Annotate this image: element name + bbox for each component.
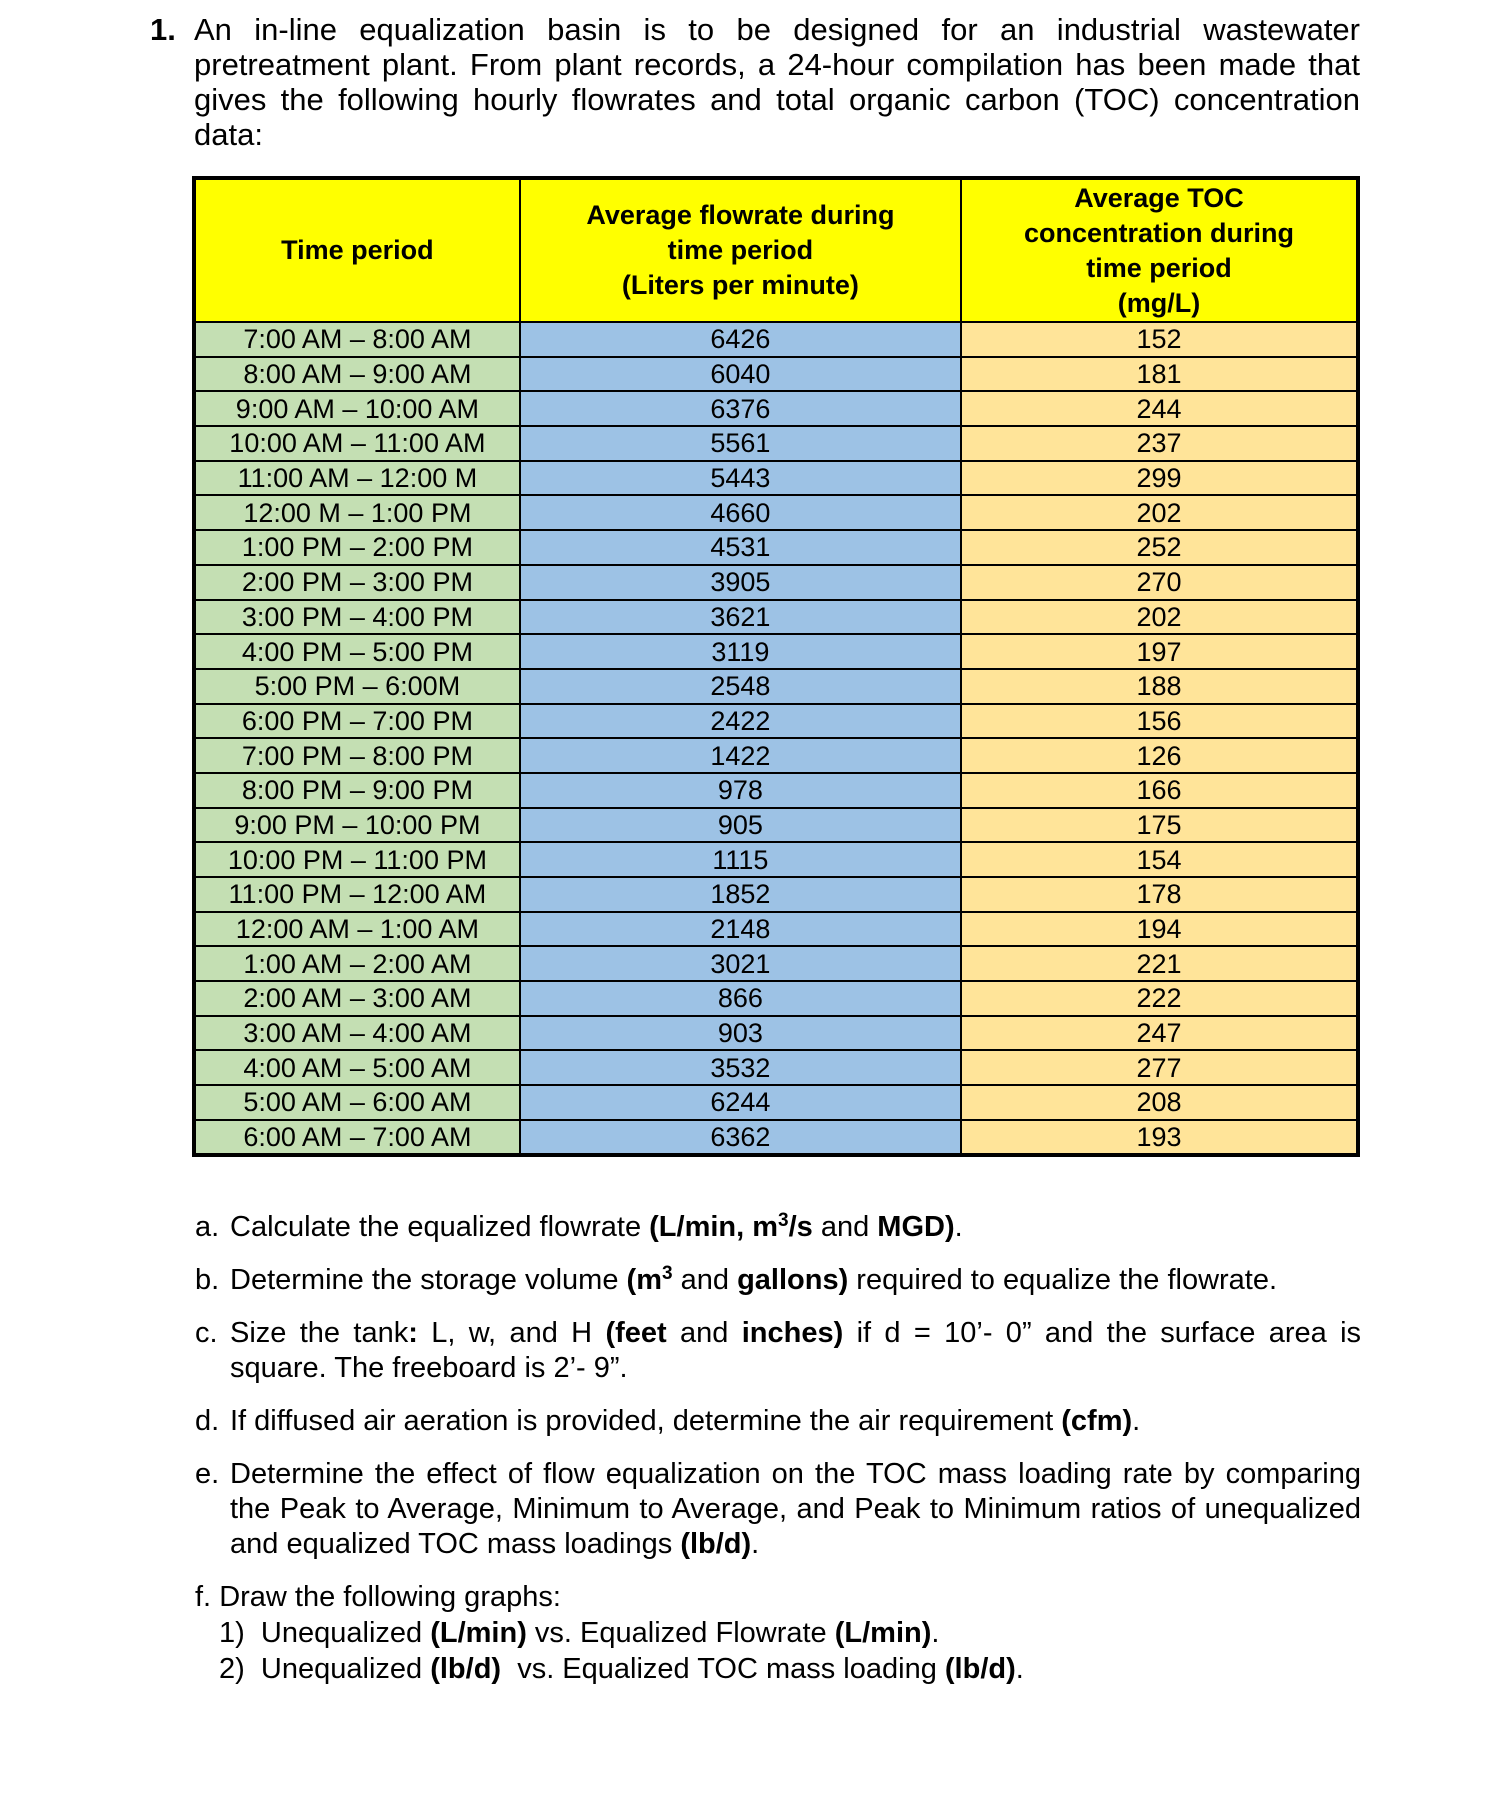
cell-flowrate: 2548 <box>520 669 961 704</box>
header-toc-concentration: Average TOC concentration during time period (mg/L) <box>961 178 1358 322</box>
cell-toc: 152 <box>961 322 1358 357</box>
cell-flowrate: 3021 <box>520 946 961 981</box>
cell-toc: 208 <box>961 1085 1358 1120</box>
cell-flowrate: 978 <box>520 773 961 808</box>
question-a: a. Calculate the equalized flowrate (L/min, $m^3/s$ and MGD). <box>195 1210 963 1243</box>
cell-time-period: 11:00 PM – 12:00 AM <box>194 877 520 912</box>
table-row <box>194 461 1358 496</box>
cell-time-period: 1:00 AM – 2:00 AM <box>194 946 520 981</box>
cell-toc: 299 <box>961 461 1358 496</box>
cell-toc: 175 <box>961 808 1358 843</box>
cell-flowrate: 2148 <box>520 912 961 947</box>
cell-toc: 156 <box>961 704 1358 739</box>
cell-flowrate: 3621 <box>520 600 961 635</box>
table-row <box>194 322 1358 357</box>
cell-flowrate: 2422 <box>520 704 961 739</box>
cell-time-period: 12:00 M – 1:00 PM <box>194 495 520 530</box>
table-row <box>194 1085 1358 1120</box>
cell-toc: 252 <box>961 530 1358 565</box>
table-row <box>194 704 1358 739</box>
cell-flowrate: 3905 <box>520 565 961 600</box>
cell-time-period: 6:00 AM – 7:00 AM <box>194 1120 520 1155</box>
cell-flowrate: 3119 <box>520 634 961 669</box>
problem-intro-text: An in-line equalization basin is to be designed for an industrial wastewater pretreatment plant. From plant records, a 24-hour compilation has been made that gives the following hourly flowrates and total organic carbon (TOC) concentration data: <box>194 12 1360 152</box>
graph-list <box>195 1615 1361 1687</box>
table-row <box>194 1016 1358 1051</box>
cell-flowrate: 3532 <box>520 1050 961 1085</box>
cell-flowrate: 6362 <box>520 1120 961 1155</box>
table-row <box>194 600 1358 635</box>
graph-item-2: 2) Unequalized (lb/d) vs. Equalized TOC mass loading (lb/d). <box>219 1653 1024 1685</box>
table-row <box>194 808 1358 843</box>
cell-time-period: 8:00 PM – 9:00 PM <box>194 773 520 808</box>
cell-toc: 154 <box>961 842 1358 877</box>
cell-toc: 126 <box>961 738 1358 773</box>
table-row <box>194 1050 1358 1085</box>
cell-flowrate: 903 <box>520 1016 961 1051</box>
cell-time-period: 7:00 PM – 8:00 PM <box>194 738 520 773</box>
cell-flowrate: 905 <box>520 808 961 843</box>
question-e: e. Determine the effect of flow equalization on the TOC mass loading rate by comparing the Peak to Average, Minimum to Average, and Peak to Minimum ratios of unequalized and equalized TOC mass loadings (lb/d). <box>195 1458 1361 1560</box>
cell-toc: 166 <box>961 773 1358 808</box>
table-row <box>194 357 1358 392</box>
table-row <box>194 912 1358 947</box>
table-row <box>194 1120 1358 1155</box>
table-body <box>194 322 1358 1155</box>
cell-flowrate: 1422 <box>520 738 961 773</box>
table-row <box>194 946 1358 981</box>
table-row <box>194 530 1358 565</box>
cell-toc: 247 <box>961 1016 1358 1051</box>
cell-toc: 181 <box>961 357 1358 392</box>
cell-flowrate: 1115 <box>520 842 961 877</box>
table-row <box>194 565 1358 600</box>
cell-time-period: 1:00 PM – 2:00 PM <box>194 530 520 565</box>
table-row <box>194 634 1358 669</box>
cell-flowrate: 4660 <box>520 495 961 530</box>
question-list <box>195 1210 1361 1705</box>
table-row <box>194 842 1358 877</box>
cell-flowrate: 866 <box>520 981 961 1016</box>
question-c: c. Size the tank: L, w, and H (feet and inches) if d = 10’- 0” and the surface area is square. The freeboard is 2’- 9”. <box>195 1317 1362 1384</box>
cell-toc: 197 <box>961 634 1358 669</box>
table-row <box>194 877 1358 912</box>
cell-flowrate: 1852 <box>520 877 961 912</box>
table-row <box>194 669 1358 704</box>
cell-toc: 193 <box>961 1120 1358 1155</box>
table-row <box>194 426 1358 461</box>
cell-time-period: 5:00 PM – 6:00M <box>194 669 520 704</box>
cell-time-period: 10:00 PM – 11:00 PM <box>194 842 520 877</box>
cell-time-period: 4:00 PM – 5:00 PM <box>194 634 520 669</box>
table-row <box>194 773 1358 808</box>
cell-time-period: 3:00 PM – 4:00 PM <box>194 600 520 635</box>
table-row <box>194 495 1358 530</box>
cell-toc: 277 <box>961 1050 1358 1085</box>
cell-toc: 221 <box>961 946 1358 981</box>
question-f: f. Draw the following graphs: 1) Unequalized (L/min) vs. Equalized Flowrate (L/min). 2) Unequalized (lb/d) vs. Equalized TOC mass loading (lb/d). <box>195 1580 1361 1687</box>
cell-flowrate: 6376 <box>520 391 961 426</box>
cell-toc: 178 <box>961 877 1358 912</box>
cell-flowrate: 6426 <box>520 322 961 357</box>
cell-time-period: 8:00 AM – 9:00 AM <box>194 357 520 392</box>
cell-flowrate: 6244 <box>520 1085 961 1120</box>
cell-flowrate: 5561 <box>520 426 961 461</box>
cell-time-period: 11:00 AM – 12:00 M <box>194 461 520 496</box>
cell-toc: 188 <box>961 669 1358 704</box>
question-b: b. Determine the storage volume ($m^3$ and gallons) required to equalize the flowrate. <box>195 1263 1278 1296</box>
flow-toc-table <box>192 176 1360 1157</box>
table-row <box>194 391 1358 426</box>
cell-time-period: 12:00 AM – 1:00 AM <box>194 912 520 947</box>
header-time-period: Time period <box>194 178 520 322</box>
cell-time-period: 2:00 PM – 3:00 PM <box>194 565 520 600</box>
cell-flowrate: 4531 <box>520 530 961 565</box>
table-row <box>194 738 1358 773</box>
cell-toc: 244 <box>961 391 1358 426</box>
cell-toc: 202 <box>961 600 1358 635</box>
table-header-row <box>194 178 1358 322</box>
cell-time-period: 6:00 PM – 7:00 PM <box>194 704 520 739</box>
cell-time-period: 4:00 AM – 5:00 AM <box>194 1050 520 1085</box>
cell-time-period: 9:00 AM – 10:00 AM <box>194 391 520 426</box>
question-d: d. If diffused air aeration is provided, determine the air requirement (cfm). <box>195 1405 1141 1437</box>
cell-toc: 222 <box>961 981 1358 1016</box>
cell-time-period: 10:00 AM – 11:00 AM <box>194 426 520 461</box>
cell-flowrate: 6040 <box>520 357 961 392</box>
cell-time-period: 5:00 AM – 6:00 AM <box>194 1085 520 1120</box>
cell-toc: 202 <box>961 495 1358 530</box>
table-row <box>194 981 1358 1016</box>
cell-time-period: 3:00 AM – 4:00 AM <box>194 1016 520 1051</box>
cell-time-period: 9:00 PM – 10:00 PM <box>194 808 520 843</box>
problem-statement <box>150 12 1360 152</box>
cell-toc: 237 <box>961 426 1358 461</box>
cell-toc: 270 <box>961 565 1358 600</box>
cell-time-period: 2:00 AM – 3:00 AM <box>194 981 520 1016</box>
cell-toc: 194 <box>961 912 1358 947</box>
graph-item-1: 1) Unequalized (L/min) vs. Equalized Flowrate (L/min). <box>219 1617 940 1649</box>
cell-time-period: 7:00 AM – 8:00 AM <box>194 322 520 357</box>
problem-number: 1. <box>150 12 176 47</box>
cell-flowrate: 5443 <box>520 461 961 496</box>
header-flowrate: Average flowrate during time period (Liters per minute) <box>520 178 961 322</box>
